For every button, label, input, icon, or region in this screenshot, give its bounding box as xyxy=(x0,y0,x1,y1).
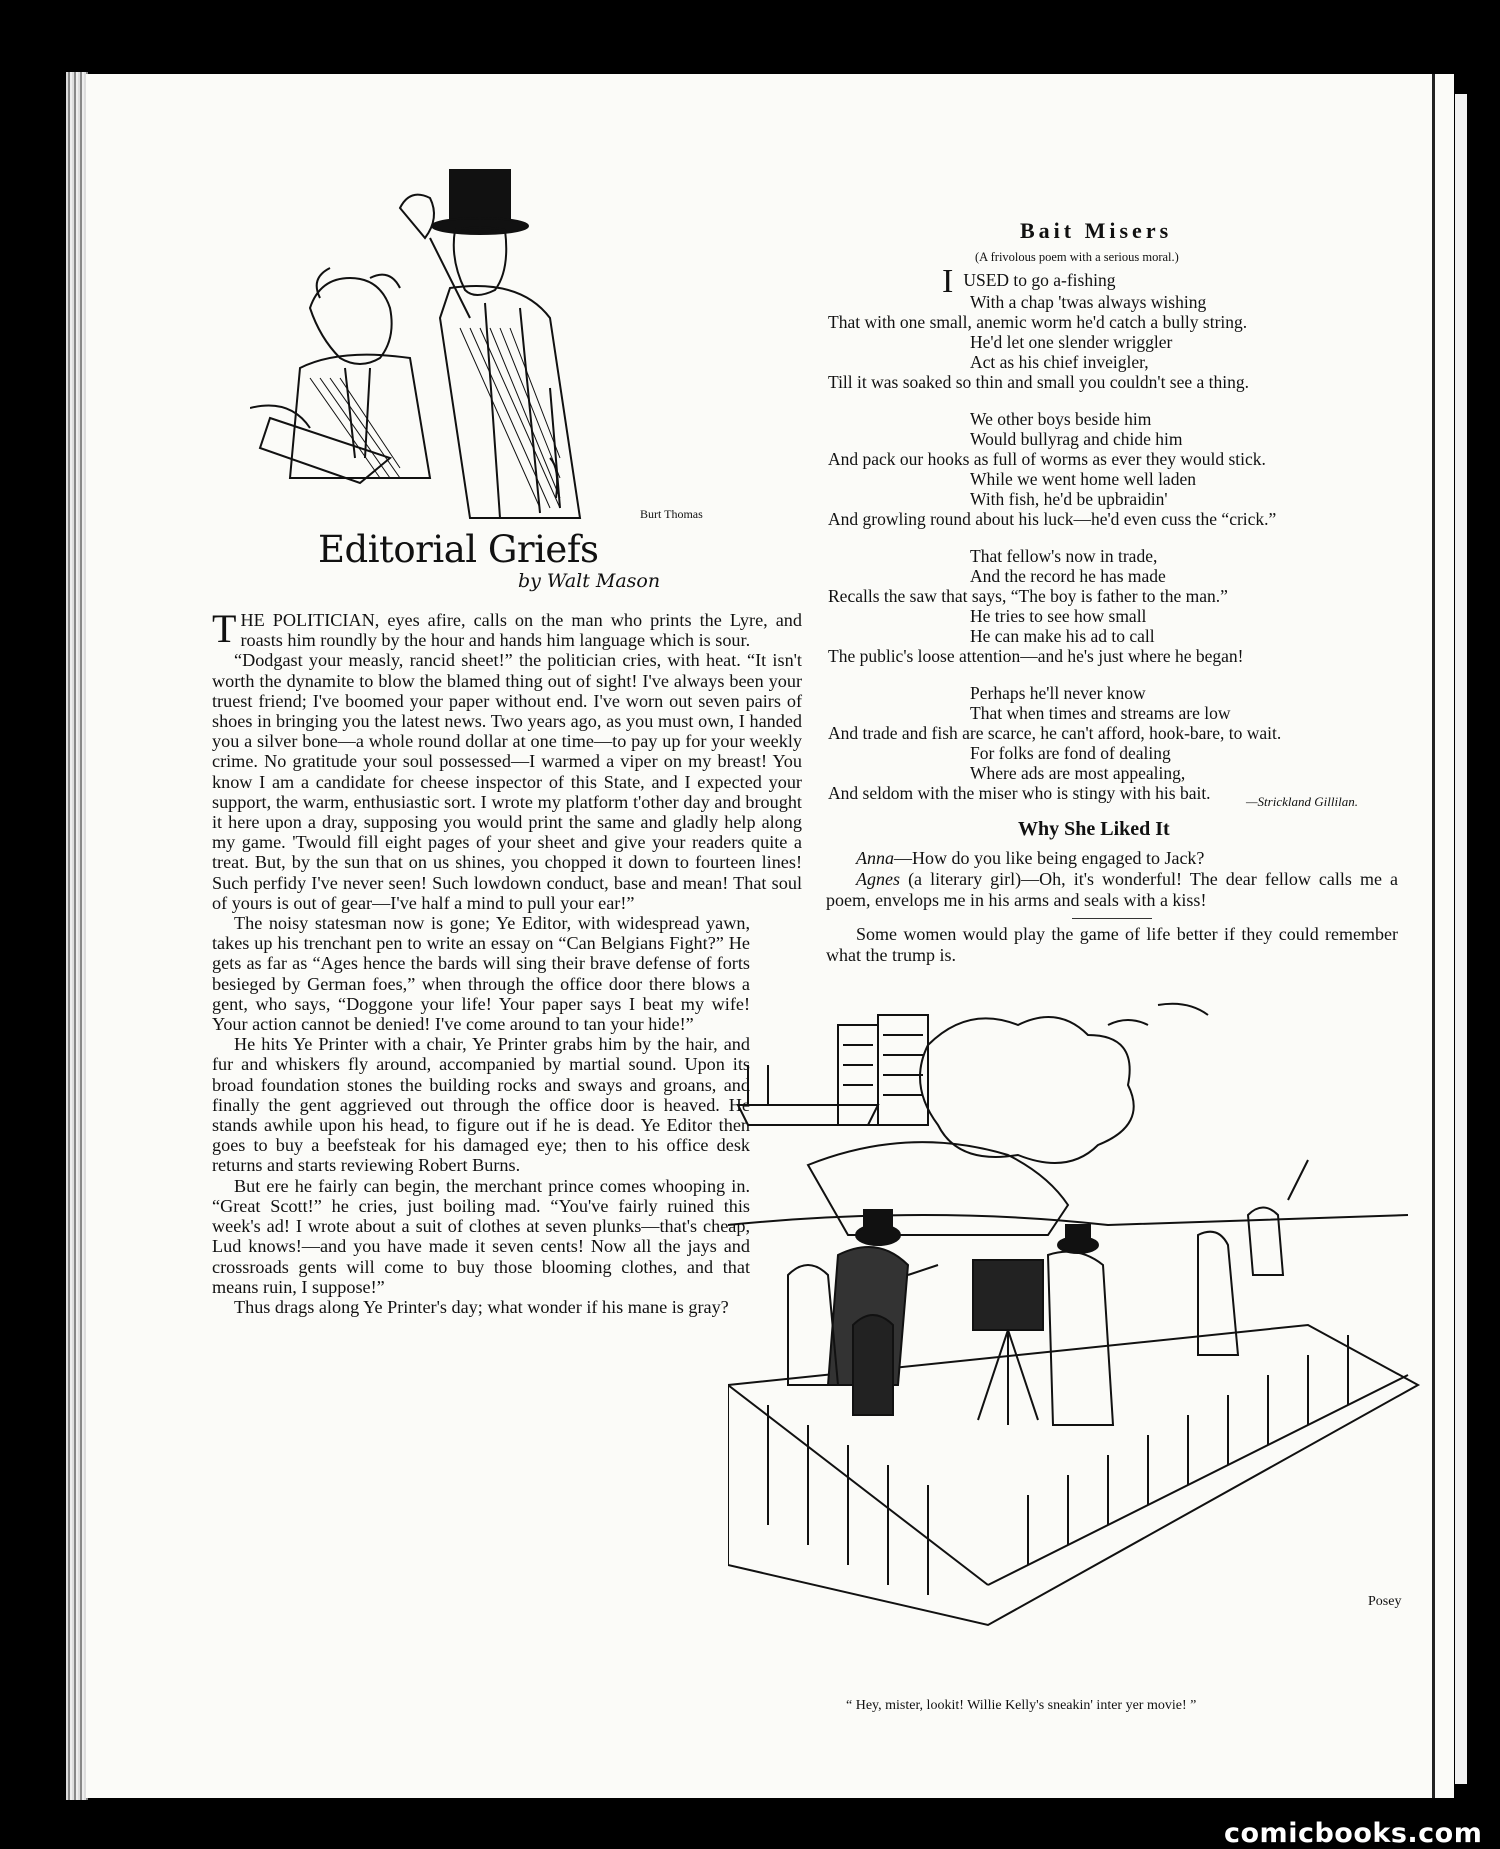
poem-line: And trade and fish are scarce, he can't afford, hook-bare, to wait. xyxy=(828,723,1282,743)
poem-line: He can make his ad to call xyxy=(970,626,1155,646)
why-she-liked-it-title: Why She Liked It xyxy=(1018,818,1170,840)
poem-title: Bait Misers xyxy=(1020,218,1173,243)
poem-line: Act as his chief inveigler, xyxy=(970,352,1149,372)
article-paragraph: But ere he fairly can begin, the merchant prince comes whooping in. “Great Scott!” he cries, just boiling mad. “You've fairly ruined this week's ad! I wrote about a suit of clothes at seven plunks—that's cheap, Lud knows!—and you have made it seven cents! Now all the jays and crossroads gents will come to buy those blooming clothes, and that means ruin, I suppose!” xyxy=(212,1175,750,1297)
poem-line: The public's loose attention—and he's just where he began! xyxy=(828,646,1244,666)
article-paragraph-text: HE POLITICIAN, eyes afire, calls on the man who prints the Lyre, and roasts him roundly by the hour and hands him language which is sour. xyxy=(240,610,802,651)
poem-line: And pack our hooks as full of worms as ever they would stick. xyxy=(828,449,1266,469)
facing-page-edge xyxy=(1454,74,1500,1798)
poem-line: We other boys beside him xyxy=(970,409,1152,429)
poem-line: With a chap 'twas always wishing xyxy=(970,292,1207,312)
page-gutter xyxy=(1432,74,1435,1798)
poem-stanza xyxy=(828,409,1408,529)
article-paragraph: He hits Ye Printer with a chair, Ye Printer grabs him by the hair, and fur and whiskers fly around, accompanied by martial sound. Upon its broad foundation stones the building rocks and sways and groans, and finally the gent aggrieved out through the office door is heaved. He stands awhile upon his head, to figure out if he is dead. Ye Editor then goes to buy a beefsteak for his damaged eye; then to his office desk returns and starts reviewing Robert Burns. xyxy=(212,1034,750,1176)
article-title: Editorial Griefs xyxy=(318,528,599,571)
closing-quip: Some women would play the game of life better if they could remember what the trump is. xyxy=(826,924,1398,965)
poem-line: Recalls the saw that says, “The boy is father to the man.” xyxy=(828,586,1228,606)
poem-line: Perhaps he'll never know xyxy=(970,683,1146,703)
article-paragraph xyxy=(212,606,802,651)
divider xyxy=(1072,918,1152,919)
poem-line: IUSED to go a-fishing xyxy=(942,263,1116,300)
dialogue-line: Anna—How do you like being engaged to Jack? xyxy=(856,848,1205,868)
illustration-caption: “ Hey, mister, lookit! Willie Kelly's sneakin' inter yer movie! ” xyxy=(846,1698,1197,1713)
poem-line: And seldom with the miser who is stingy with his bait. xyxy=(828,783,1211,803)
poem-line: That when times and streams are low xyxy=(970,703,1231,723)
bottom-illustration-signature: Posey xyxy=(1368,1594,1402,1609)
top-illustration-signature: Burt Thomas xyxy=(640,507,703,521)
politician-editor-illustration xyxy=(250,168,750,528)
dialogue-line: Agnes (a literary girl)—Oh, it's wonderful! The dear fellow calls me a poem, envelops me in his arms and seals with a kiss! xyxy=(826,869,1398,910)
poem-line: He tries to see how small xyxy=(970,606,1147,626)
article-body xyxy=(212,606,802,1317)
article-paragraph: Thus drags along Ye Printer's day; what wonder if his mane is gray? xyxy=(234,1296,729,1317)
article-dropcap: T xyxy=(212,606,237,651)
poem-line: He'd let one slender wriggler xyxy=(970,332,1173,352)
poem-line: For folks are fond of dealing xyxy=(970,743,1171,763)
article-paragraph: “Dodgast your measly, rancid sheet!” the politician cries, with heat. “It isn't worth the dynamite to blow the blamed thing out of sight! I've always been your truest friend; I've boomed your paper without end. I've worn out seven pairs of shoes in bringing you the latest news. Two years ago, as you must own, I handed you a silver bone—a whole round dollar at one time—to pay up for your weekly crime. No gratitude your soul possessed—I warmed a viper on my breast! You know I am a candidate for cheese inspector of this State, and I expected your support, the warm, enthusiastic sort. I wrote my platform t'other day and brought it here upon a dray, supposing you would print the same and gladly help along my game. 'Twould fill eight pages of your sheet and give your readers quite a treat. But, by the sun that on us shines, you chopped it down to fourteen lines! Such perfidy I've never seen! Such lowdown conduct, base and mean! That soul of yours is out of gear—I've half a mind to pull your ear!” xyxy=(212,650,802,913)
poem-credit: —Strickland Gillilan. xyxy=(1246,794,1358,809)
poem-line: And the record he has made xyxy=(970,566,1166,586)
poem-initial: I xyxy=(942,263,954,300)
poem-line: And growling round about his luck—he'd even cuss the “crick.” xyxy=(828,509,1277,529)
poem-line: With fish, he'd be upbraidin' xyxy=(970,489,1168,509)
why-she-liked-it-body xyxy=(826,848,1398,966)
poem-line: That with one small, anemic worm he'd catch a bully string. xyxy=(828,312,1248,332)
poem-line: Till it was soaked so thin and small you couldn't see a thing. xyxy=(828,372,1250,392)
poem-line: Would bullyrag and chide him xyxy=(970,429,1183,449)
site-watermark: comicbooks.com xyxy=(1224,1818,1483,1849)
poem-body xyxy=(828,263,1408,820)
book-page-edge xyxy=(66,72,88,1800)
article-byline: by Walt Mason xyxy=(518,570,661,592)
poem-stanza xyxy=(828,683,1408,803)
poem-line: That fellow's now in trade, xyxy=(970,546,1158,566)
poem-stanza xyxy=(828,546,1408,666)
poem-subtitle: (A frivolous poem with a serious moral.) xyxy=(975,250,1179,264)
article-paragraph: The noisy statesman now is gone; Ye Editor, with widespread yawn, takes up his trenchant pen to write an essay on “Can Belgians Fight?” He gets as far as “Ages hence the bards will sing their brave defense of forts besieged by German foes,” when through the office door there blows a gent, who says, “Doggone your life! Your paper says I beat my wife! Your action cannot be denied! I've come around to tan your hide!” xyxy=(212,913,750,1035)
movie-camera-wharf-illustration xyxy=(728,985,1428,1630)
poem-line: While we went home well laden xyxy=(970,469,1196,489)
poem-stanza xyxy=(828,263,1408,392)
poem-line: Where ads are most appealing, xyxy=(970,763,1186,783)
